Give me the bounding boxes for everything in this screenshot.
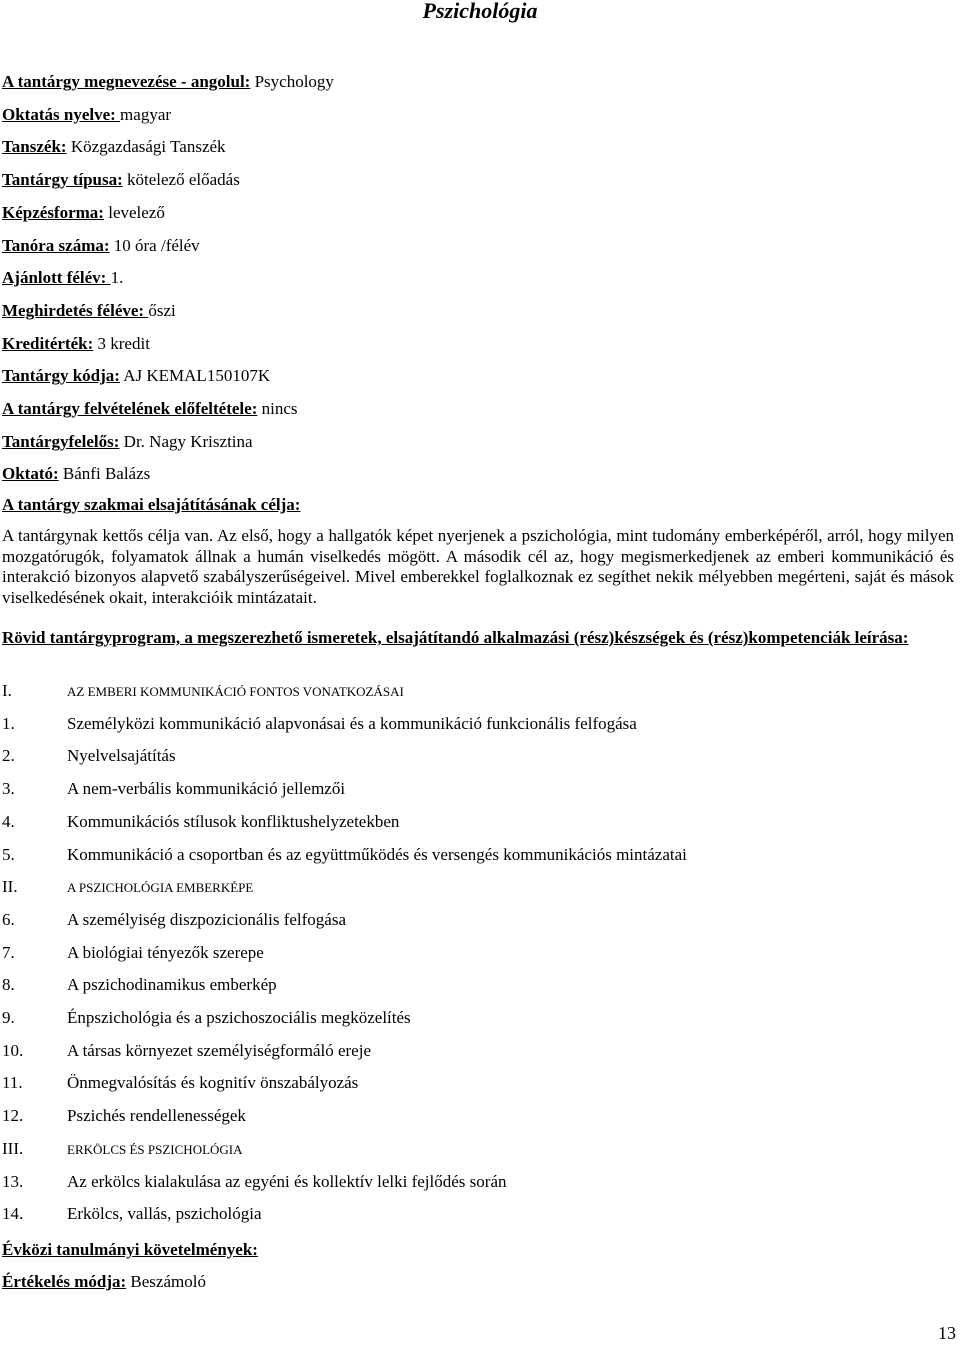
info-field-label: Oktatás nyelve: (2, 104, 121, 124)
program-item (2, 1041, 371, 1061)
program-item-text: Önmegvalósítás és kognitív önszabályozás (67, 1073, 359, 1093)
info-field (2, 464, 150, 484)
program-item-number: 7. (2, 942, 15, 962)
program-item-text: Nyelvelsajátítás (67, 746, 176, 766)
program-item (2, 1073, 358, 1093)
program-item-number: 13. (2, 1171, 24, 1191)
program-item (2, 1106, 246, 1126)
program-item (2, 812, 399, 832)
program-item-text: Pszichés rendellenességek (67, 1106, 246, 1126)
program-item-number: 8. (2, 975, 15, 995)
program-item (2, 1008, 411, 1028)
info-field-value: magyar (120, 104, 172, 124)
info-field-label: Tantárgy típusa: (2, 170, 123, 190)
program-item-text: A társas környezet személyiségformáló ereje (67, 1040, 371, 1060)
info-field-value: AJ KEMAL150107K (119, 366, 271, 386)
info-field-value: őszi (148, 300, 176, 320)
program-item-text: Személyközi kommunikáció alapvonásai és a kommunikáció funkcionális felfogása (67, 713, 637, 733)
program-item (2, 910, 346, 930)
program-heading: Rövid tantárgyprogram, a megszerezhető ismeretek, elsajátítandó alkalmazási (rész)készségek és (rész)kompetenciák leírása: (2, 628, 909, 647)
program-item-text: Az erkölcs kialakulása az egyéni és kollektív lelki fejlődés során (67, 1171, 507, 1191)
info-field (2, 203, 165, 223)
info-field-value: kötelező előadás (122, 170, 240, 190)
program-item-number: 2. (2, 746, 15, 766)
program-item-text: A pszichodinamikus emberkép (67, 975, 277, 995)
program-item-text: Kommunikációs stílusok konfliktushelyzetekben (67, 811, 400, 831)
program-item-text: AZ EMBERI KOMMUNIKÁCIÓ FONTOS VONATKOZÁSAI (67, 684, 404, 699)
info-field (2, 72, 334, 92)
info-field (2, 301, 176, 321)
info-field-value: 3 kredit (93, 333, 150, 353)
program-item (2, 746, 176, 766)
program-item (2, 943, 264, 963)
info-field-value: 10 óra /félév (109, 235, 200, 255)
program-item-number: 9. (2, 1008, 15, 1027)
info-field-label: Tantárgy kódja: (2, 366, 120, 386)
info-field-label: Kreditérték: (2, 333, 94, 353)
program-item-number: 11. (2, 1073, 23, 1093)
program-item-text: A személyiség diszpozicionális felfogása (67, 909, 346, 929)
program-item-number: 5. (2, 844, 15, 864)
program-item-text: A biológiai tényezők szerepe (67, 942, 264, 962)
info-field (2, 236, 200, 256)
program-item-number: 4. (2, 811, 15, 831)
info-field-label: Tanóra száma: (2, 235, 110, 255)
goal-paragraph: A tantárgynak kettős célja van. Az első, hogy a hallgatók képet nyerjenek a pszichológia, mint tudomány emberképéről, arról, hogy milyen mozgatórugók, folyamatok állnak a humán viselkedés mögött. A második cél az, hogy megismerkedjenek az emberi kommunikáció és interakció bizonyos alapvető szabályszerűségeivel. Mivel emberekkel foglalkoznak ez segíthet nekik mélyebben megérteni, saját és mások viselkedésének okait, interakcióik mintázatait. (2, 526, 954, 607)
info-field (2, 105, 171, 125)
info-field (2, 366, 270, 386)
program-section (2, 877, 253, 897)
program-item-number: 6. (2, 909, 15, 929)
info-field-label: Képzésforma: (2, 202, 104, 222)
info-field (2, 334, 150, 354)
info-field (2, 432, 253, 452)
info-field (2, 268, 123, 288)
info-field-label: Tanszék: (2, 137, 67, 157)
program-item-text: Erkölcs, vallás, pszichológia (67, 1204, 262, 1224)
evaluation-label: Értékelés módja: (2, 1272, 127, 1291)
evaluation-value: Beszámoló (126, 1272, 206, 1291)
program-item (2, 1172, 507, 1192)
program-item-number: 12. (2, 1106, 24, 1126)
info-field (2, 170, 240, 190)
info-field-value: nincs (257, 399, 298, 418)
program-item-number: 14. (2, 1204, 24, 1224)
document-title: Pszichológia (422, 0, 538, 23)
program-item-number: 3. (2, 779, 15, 799)
info-field-value: Psychology (250, 72, 334, 91)
program-item-text: ERKÖLCS ÉS PSZICHOLÓGIA (67, 1141, 243, 1157)
page-number: 13 (938, 1323, 956, 1343)
info-field (2, 399, 298, 419)
info-field (2, 137, 226, 157)
info-field-value: 1. (110, 268, 124, 288)
info-field-label: Ajánlott félév: (2, 268, 111, 288)
program-item (2, 975, 277, 995)
program-item-number: II. (2, 877, 18, 897)
evaluation-field (2, 1272, 206, 1292)
program-item-text: Kommunikáció a csoportban és az együttműködés és versengés kommunikációs mintázatai (67, 844, 687, 864)
program-item (2, 845, 687, 865)
program-item-number: 10. (2, 1040, 24, 1060)
program-item (2, 1204, 262, 1224)
program-item-number: III. (2, 1138, 24, 1158)
info-field-value: Bánfi Balázs (58, 464, 151, 484)
info-field-label: A tantárgy felvételének előfeltétele: (2, 399, 258, 418)
program-item-number: I. (2, 681, 12, 700)
info-field-value: Dr. Nagy Krisztina (119, 431, 253, 451)
info-field-value: Közgazdasági Tanszék (66, 137, 226, 157)
program-item (2, 779, 345, 799)
program-item-text: Énpszichológia és a pszichoszociális megközelítés (67, 1008, 411, 1027)
program-item-text: A PSZICHOLÓGIA EMBERKÉPE (67, 880, 254, 896)
info-field-label: Meghirdetés féléve: (2, 300, 149, 320)
info-field-value: levelező (103, 202, 165, 222)
info-field-label: A tantárgy megnevezése - angolul: (2, 72, 251, 91)
requirements-heading: Évközi tanulmányi követelmények: (2, 1240, 258, 1259)
info-field-label: Tantárgyfelelős: (2, 431, 120, 451)
info-field-label: Oktató: (2, 464, 59, 484)
program-section (2, 681, 404, 701)
program-item-number: 1. (2, 713, 15, 733)
program-item-text: A nem-verbális kommunikáció jellemzői (67, 779, 346, 799)
program-section (2, 1139, 243, 1159)
program-item (2, 714, 637, 734)
goal-heading: A tantárgy szakmai elsajátításának célja: (2, 495, 301, 514)
